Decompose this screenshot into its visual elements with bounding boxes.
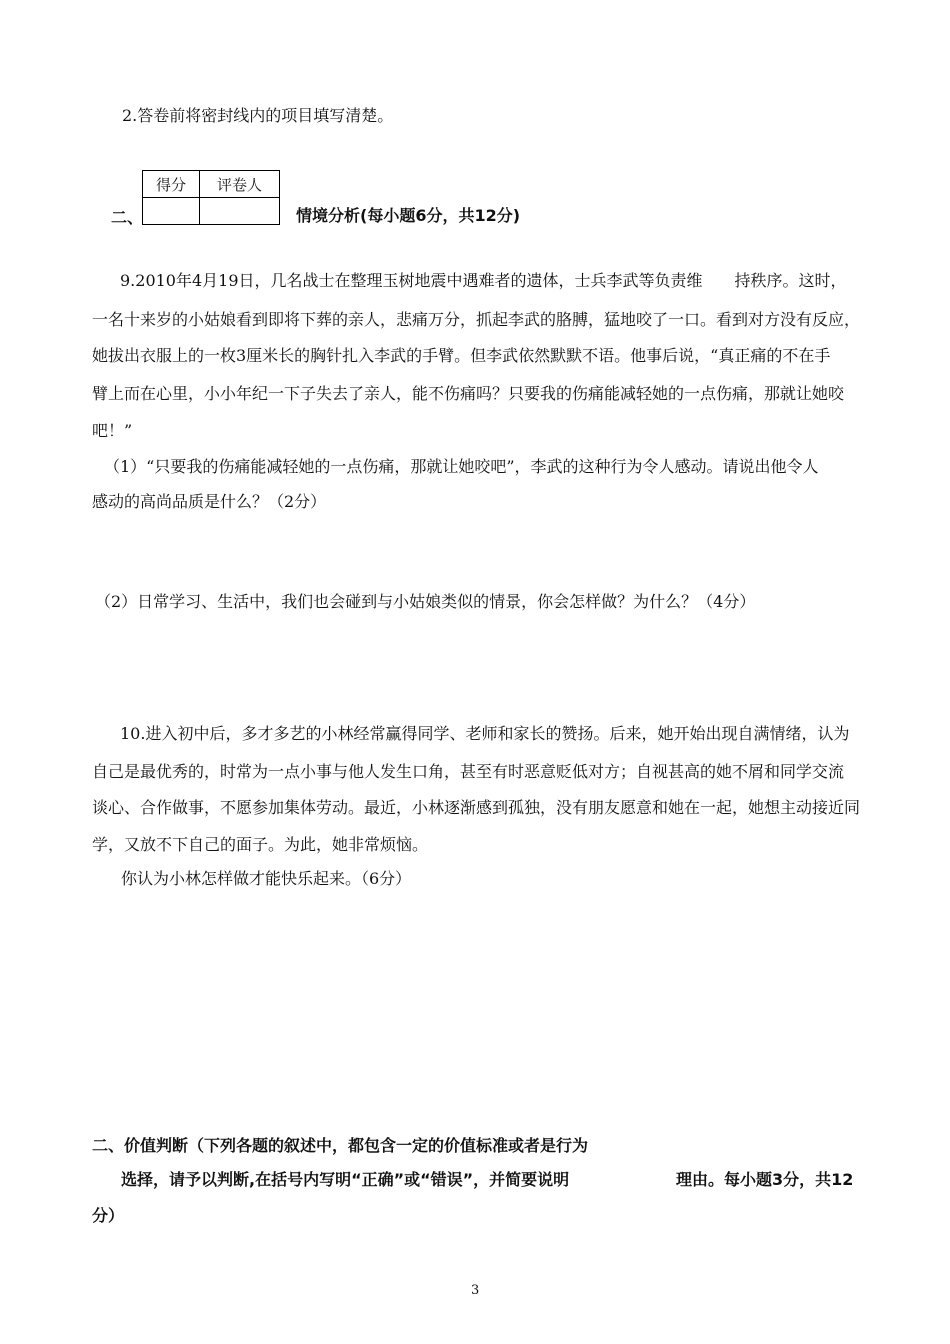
score-box	[142, 170, 280, 225]
q10-line-2: 自己是最优秀的，时常为一点小事与他人发生口角，甚至有时恶意贬低对方；自视甚高的她不屑和同学交流	[92, 762, 845, 781]
q9-line-1: 9.2010年4月19日，几名战士在整理玉树地震中遇难者的遗体，士兵李武等负责维 持秩序。这时，	[120, 271, 847, 290]
q10-line-1: 10.进入初中后，多才多艺的小林经常赢得同学、老师和家长的赞扬。后来，她开始出现自满情绪，认为	[120, 724, 850, 743]
section-number: 二、	[111, 208, 144, 227]
q10-line-4: 学，又放不下自己的面子。为此，她非常烦恼。	[92, 835, 429, 854]
grader-header: 评卷人	[200, 171, 280, 198]
q9-line-5: 吧！”	[92, 421, 133, 440]
value-section-line-1: 二、价值判断（下列各题的叙述中，都包含一定的价值标准或者是行为	[92, 1136, 589, 1155]
page-number: 3	[471, 1283, 480, 1298]
q9-line-2: 一名十来岁的小姑娘看到即将下葬的亲人，悲痛万分，抓起李武的胳膊，猛地咬了一口。看到对方没有反应，	[92, 310, 861, 329]
q10-question: 你认为小林怎样做才能快乐起来。（6分）	[121, 869, 412, 888]
value-section-line-2: 选择，请予以判断,在括号内写明“正确”或“错误”，并简要说明	[121, 1170, 570, 1189]
q10-line-3: 谈心、合作做事，不愿参加集体劳动。最近，小林逐渐感到孤独，没有朋友愿意和她在一起，她想主动接近同	[92, 798, 861, 817]
q9-sub2: （2）日常学习、生活中，我们也会碰到与小姑娘类似的情景，你会怎样做？为什么？（4分）	[95, 592, 756, 611]
instruction-line: 2.答卷前将密封线内的项目填写清楚。	[122, 106, 394, 125]
section-title: 情境分析(每小题6分，共12分)	[296, 206, 521, 225]
value-section-line-2-tail: 理由。每小题3分，共12	[676, 1170, 854, 1189]
q9-sub1-line-2: 感动的高尚品质是什么？（2分）	[92, 492, 327, 511]
q9-line-3: 她拔出衣服上的一枚3厘米长的胸针扎入李武的手臂。但李武依然默默不语。他事后说，“真正痛的不在手	[92, 346, 831, 365]
score-cell[interactable]	[143, 198, 200, 225]
score-header: 得分	[143, 171, 200, 198]
grader-cell[interactable]	[200, 198, 280, 225]
q9-line-4: 臂上而在心里，小小年纪一下子失去了亲人，能不伤痛吗？只要我的伤痛能减轻她的一点伤痛，那就让她咬	[92, 384, 845, 403]
value-section-line-3: 分）	[92, 1206, 125, 1225]
q9-sub1-line-1: （1）“只要我的伤痛能减轻她的一点伤痛，那就让她咬吧”，李武的这种行为令人感动。请说出他令人	[104, 457, 819, 476]
